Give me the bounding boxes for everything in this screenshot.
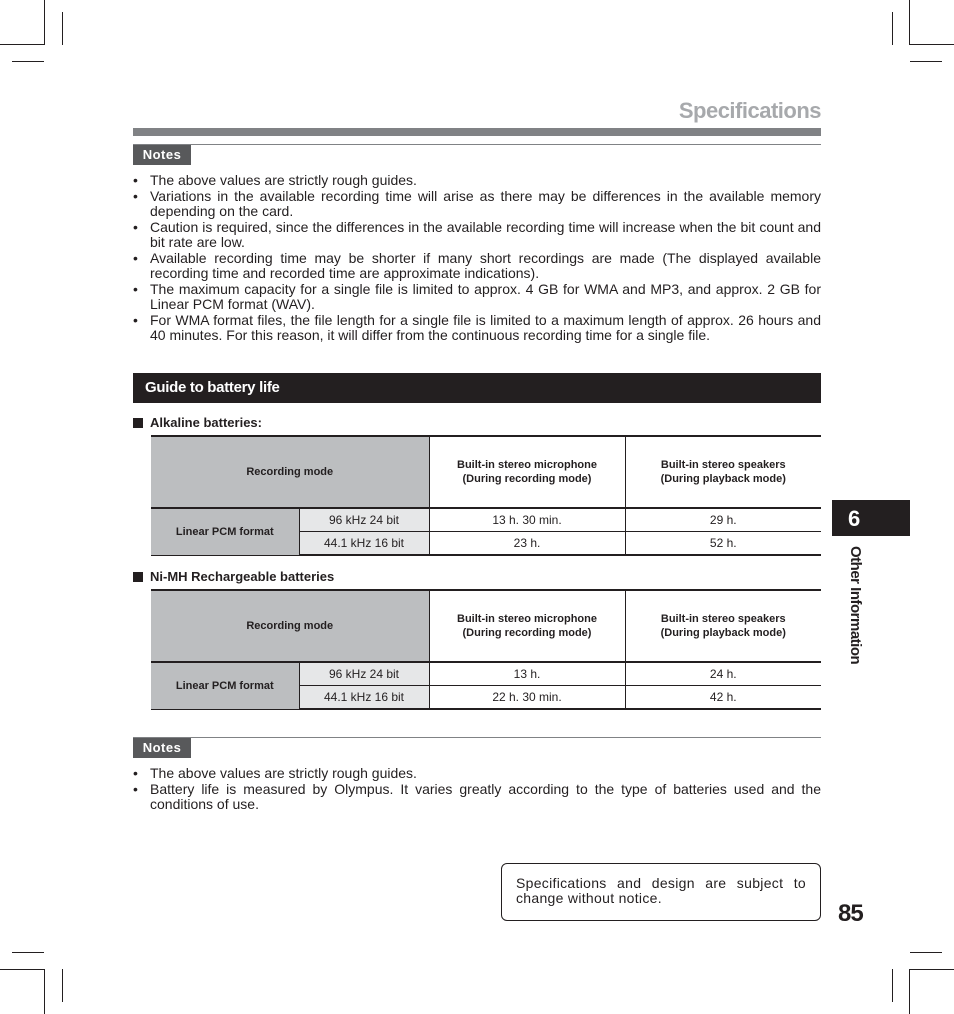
- alkaline-table: [151, 435, 821, 556]
- crop-mark: [910, 969, 954, 970]
- list-item: • The above values are strictly rough guides.: [133, 173, 821, 189]
- crop-mark: [910, 952, 942, 953]
- crop-mark: [0, 969, 44, 970]
- header-spk-line2: (During playback mode): [660, 473, 786, 485]
- chapter-label: [844, 546, 864, 670]
- notes-header: [133, 144, 821, 165]
- nimh-heading: [133, 569, 334, 584]
- mic-time-cell: 13 h.: [429, 662, 625, 686]
- square-bullet-icon: [133, 418, 143, 428]
- table-header-row: [151, 436, 821, 508]
- header-mic-line2: (During recording mode): [462, 627, 592, 639]
- square-bullet-icon: [133, 572, 143, 582]
- header-microphone: [429, 436, 625, 508]
- section-title: Guide to battery life: [145, 379, 280, 396]
- notes-section-top: [133, 144, 821, 344]
- crop-mark: [909, 0, 910, 45]
- crop-mark: [12, 952, 44, 953]
- speaker-time-cell: 52 h.: [625, 532, 821, 556]
- title-rule: [133, 128, 821, 136]
- mic-time-cell: 13 h. 30 min.: [429, 508, 625, 532]
- notes-section-bottom: [133, 737, 821, 813]
- header-recording-mode: Recording mode: [151, 436, 429, 508]
- header-spk-line1: Built-in stereo speakers: [660, 459, 786, 471]
- nimh-heading-text: Ni-MH Rechargeable batteries: [150, 569, 335, 584]
- crop-mark: [12, 61, 44, 62]
- speaker-time-cell: 24 h.: [625, 662, 821, 686]
- header-speakers: [625, 436, 821, 508]
- table-row: [151, 508, 821, 532]
- header-mic-line1: Built-in stereo microphone: [457, 613, 597, 625]
- alkaline-heading-text: Alkaline batteries:: [150, 415, 262, 430]
- notes-list: [133, 766, 821, 813]
- speaker-time-cell: 29 h.: [625, 508, 821, 532]
- format-cell: Linear PCM format: [151, 662, 299, 709]
- chapter-label-text: Other Information: [847, 546, 864, 665]
- speaker-time-cell: 42 h.: [625, 686, 821, 710]
- crop-mark: [909, 969, 910, 1014]
- notes-tab: Notes: [133, 738, 191, 758]
- crop-mark: [910, 61, 942, 62]
- table-row: [151, 662, 821, 686]
- header-mic-line2: (During recording mode): [462, 473, 592, 485]
- list-item: • Caution is required, since the differences in the available recording time will increase when the bit count and bit rate are low.: [133, 220, 821, 251]
- rate-cell: 96 kHz 24 bit: [299, 508, 429, 532]
- crop-mark: [910, 44, 954, 45]
- list-item: • Variations in the available recording time will arise as there may be differences in the available memory depending on the card.: [133, 189, 821, 220]
- header-spk-line2: (During playback mode): [660, 627, 786, 639]
- header-microphone: [429, 590, 625, 662]
- header-mic-line1: Built-in stereo microphone: [457, 459, 597, 471]
- table-header-row: [151, 590, 821, 662]
- page-number: 85: [838, 900, 863, 927]
- crop-mark: [62, 12, 63, 45]
- list-item: • Battery life is measured by Olympus. It varies greatly according to the type of batteries used and the conditions of use.: [133, 782, 821, 813]
- crop-mark: [0, 44, 44, 45]
- list-item: • For WMA format files, the file length for a single file is limited to a maximum length of approx. 26 hours and 40 minutes. For this reason, it will differ from the continuous recording time for a single file.: [133, 313, 821, 344]
- list-item: • The maximum capacity for a single file is limited to approx. 4 GB for WMA and MP3, and approx. 2 GB for Linear PCM format (WAV).: [133, 282, 821, 313]
- crop-mark: [62, 969, 63, 1002]
- crop-mark: [44, 0, 45, 45]
- notes-header: [133, 737, 821, 758]
- mic-time-cell: 23 h.: [429, 532, 625, 556]
- header-recording-mode: Recording mode: [151, 590, 429, 662]
- chapter-tab: [832, 500, 910, 536]
- list-item: • The above values are strictly rough guides.: [133, 766, 821, 782]
- rate-cell: 96 kHz 24 bit: [299, 662, 429, 686]
- header-speakers: [625, 590, 821, 662]
- nimh-table: [151, 589, 821, 710]
- section-header: [133, 373, 821, 403]
- chapter-number: 6: [848, 506, 861, 531]
- crop-mark: [892, 969, 893, 1002]
- notes-tab: Notes: [133, 145, 191, 165]
- crop-mark: [892, 12, 893, 45]
- notice-box: Specifications and design are subject to change without notice.: [501, 863, 821, 921]
- mic-time-cell: 22 h. 30 min.: [429, 686, 625, 710]
- list-item: • Available recording time may be shorter if many short recordings are made (The displayed available recording time and recorded time are approximate indications).: [133, 251, 821, 282]
- crop-mark: [44, 969, 45, 1014]
- rate-cell: 44.1 kHz 16 bit: [299, 532, 429, 556]
- rate-cell: 44.1 kHz 16 bit: [299, 686, 429, 710]
- header-spk-line1: Built-in stereo speakers: [660, 613, 786, 625]
- format-cell: Linear PCM format: [151, 508, 299, 555]
- page-title: Specifications: [678, 98, 821, 123]
- alkaline-heading: [133, 415, 262, 430]
- notes-list: [133, 173, 821, 344]
